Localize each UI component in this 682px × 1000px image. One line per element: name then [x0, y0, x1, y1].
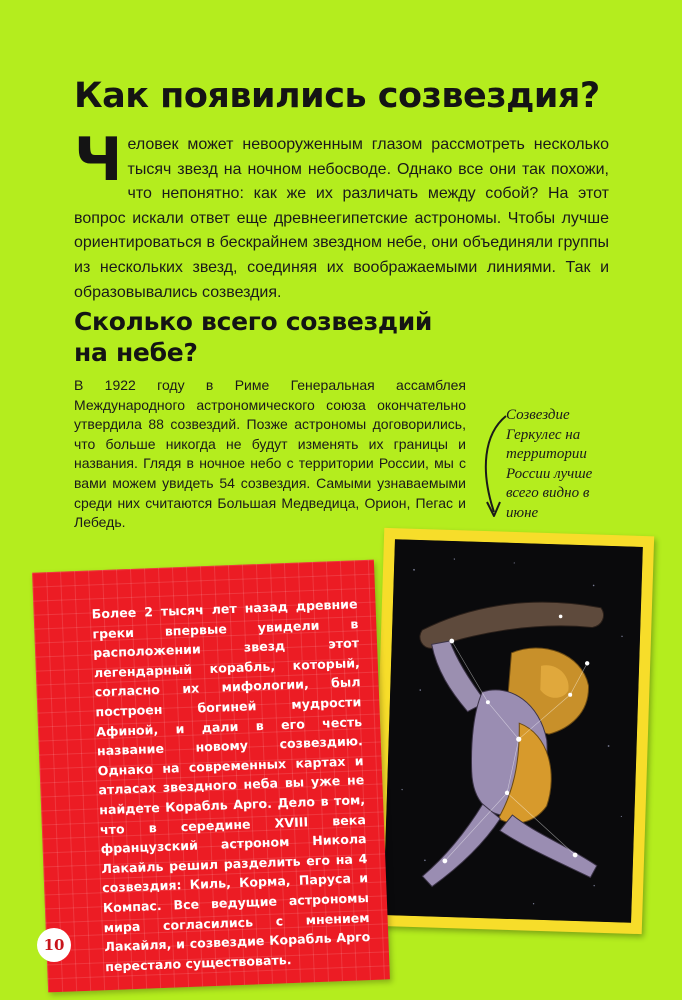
drop-cap: Ч [74, 125, 123, 195]
page-number: 10 [37, 928, 71, 962]
intro-text: еловек может невооруженным глазом рассмотреть несколько тысяч звезд на ночном небосводе. Однако все они так похожи, что непонятно: как же их различать между собой? На этот вопрос искали ответ еще древнеегипетские астрономы. Чтобы лучше ориентироваться в бескрайнем звездном небе, они объединяли группы из нескольких звезд, соединяя их воображаемыми линиями. Так и образовывались созвездия. [74, 136, 609, 301]
page-title: Как появились созвездия? [74, 76, 600, 116]
illustration-caption: Созвездие Геркулес на территории России лучше всего видно в июне [506, 407, 593, 521]
intro-paragraph [74, 125, 609, 305]
hercules-constellation-illustration [383, 539, 643, 923]
fact-box [32, 560, 390, 993]
illustration-frame [372, 528, 654, 934]
curved-arrow-icon [478, 412, 512, 524]
section-title: Сколько всего созвездий на небе? [74, 307, 433, 367]
fact-box-text: Более 2 тысяч лет назад древние греки впервые увидели в расположении звезд этот легендарный корабль, который, согласно их мифологии, был построен богиней мудрости Афиной, и дали в его честь название новому созвездию. Однако на современных картах и атласах звездного неба вы уже не найдете Корабль Арго. Дело в том, что в середине XVIII века французский астроном Никола Лакайль решил разделить его на 4 созвездия: Киль, Корма, Паруса и Компас. Все ведущие астрономы мира согласились с мнением Лакайля, и созвездие Корабль Арго перестало существовать. [91, 596, 371, 974]
section-paragraph: В 1922 году в Риме Генеральная ассамблея Международного астрономического союза окончательно утвердила 88 созвездий. Позже астрономы договорились, что больше никогда не будут изменять их границы и названия. Глядя в ночное небо с территории России, мы с вами можем увидеть 54 созвездия. Самыми узнаваемыми среди них считаются Большая Медведица, Орион, Пегас и Лебедь. [74, 377, 466, 531]
